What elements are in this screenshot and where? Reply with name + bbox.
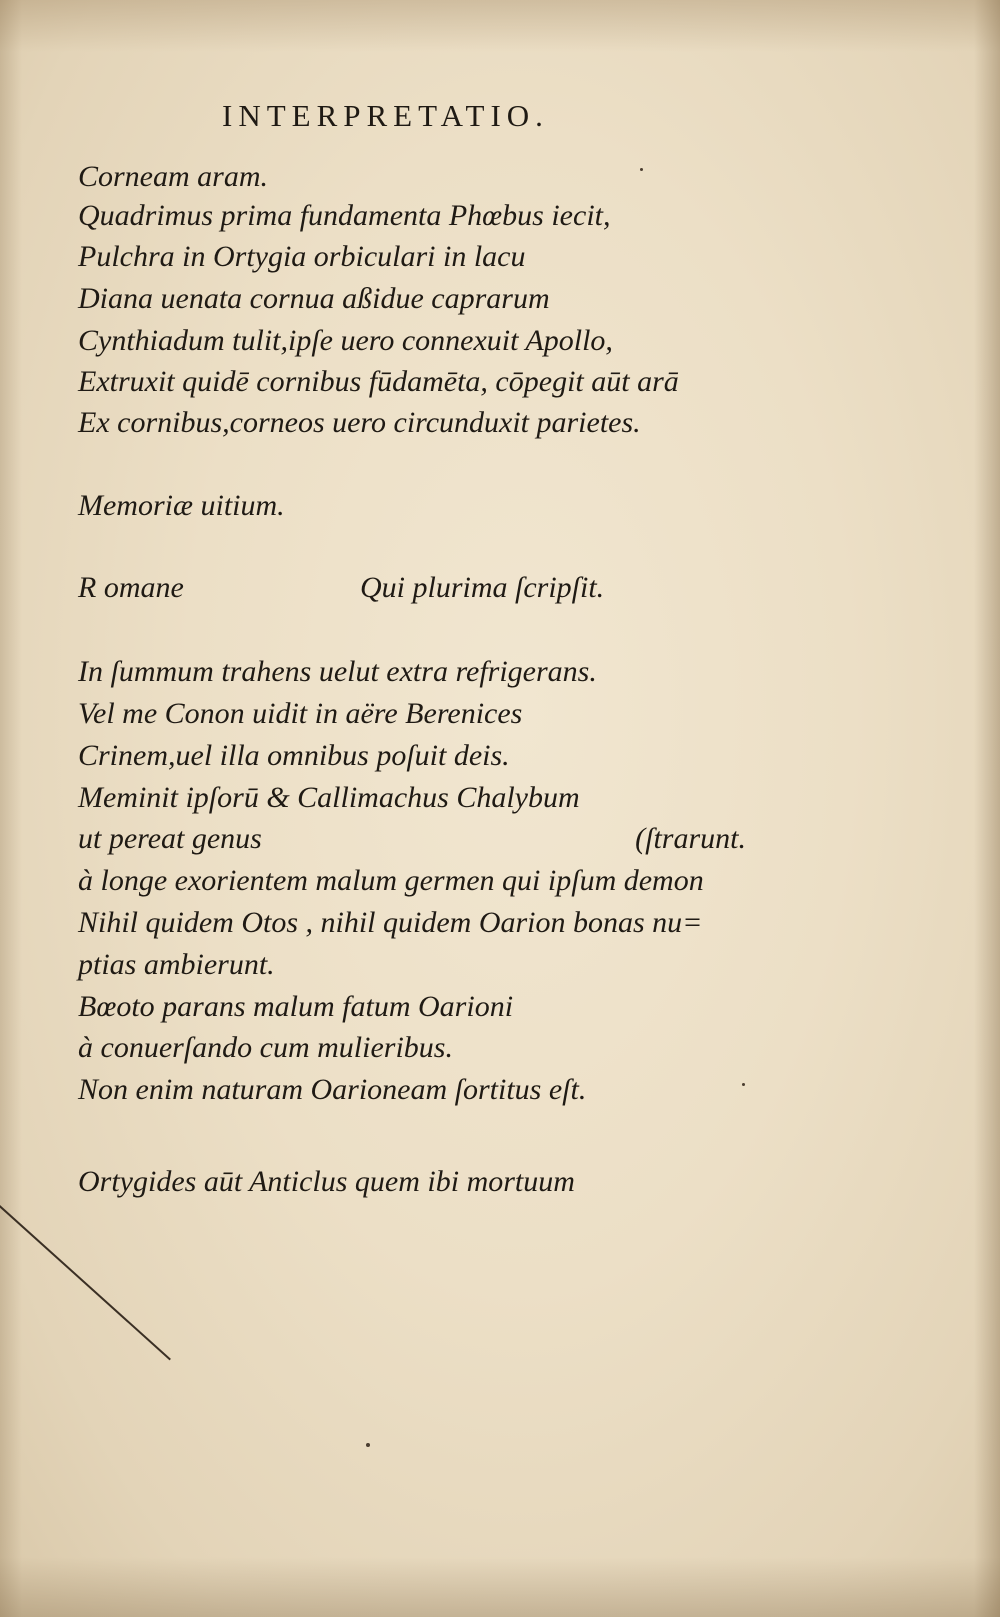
ink-speck (742, 1083, 745, 1086)
text-line: In ſummum trahens uelut extra refrigerans. (78, 655, 597, 688)
text-line: Extruxit quidē cornibus fūdamēta, cōpegit aūt arā (78, 365, 679, 398)
text-line: à conuerſando cum mulieribus. (78, 1031, 453, 1064)
page-edge-shadow-right (974, 0, 1000, 1617)
text-line: R omane (78, 571, 184, 604)
text-line: Non enim naturam Oarioneam ſortitus eſt. (78, 1073, 587, 1106)
ink-stroke-mark (0, 1205, 171, 1360)
text-line: à longe exorientem malum germen qui ipſum demon (78, 864, 704, 897)
page-edge-shadow-left (0, 0, 22, 1617)
text-line: Quadrimus prima fundamenta Phœbus iecit, (78, 199, 611, 232)
text-line: Cynthiadum tulit,ipſe uero connexuit Apollo, (78, 324, 613, 357)
text-line: Crinem,uel illa omnibus poſuit deis. (78, 739, 510, 772)
running-head: INTERPRETATIO. (222, 98, 549, 133)
text-line: Ortygides aūt Anticlus quem ibi mortuum (78, 1165, 575, 1198)
text-line: ut pereat genus (78, 822, 262, 855)
page-edge-shadow-bottom (0, 1557, 1000, 1617)
page-edge-shadow-top (0, 0, 1000, 52)
text-line: Pulchra in Ortygia orbiculari in lacu (78, 240, 526, 273)
section-heading: Memoriæ uitium. (78, 489, 285, 522)
ink-speck (366, 1443, 370, 1447)
text-line: Nihil quidem Otos , nihil quidem Oarion bonas nu= (78, 906, 703, 939)
text-line: ptias ambierunt. (78, 948, 275, 981)
text-line: Vel me Conon uidit in aëre Berenices (78, 697, 523, 730)
text-line: Corneam aram. (78, 160, 269, 193)
ink-speck (640, 168, 643, 171)
text-line: Bœoto parans malum fatum Oarioni (78, 990, 514, 1023)
text-line: Qui plurima ſcripſit. (360, 571, 605, 604)
text-line: Meminit ipſorū & Callimachus Chalybum (78, 781, 580, 814)
text-line: Diana uenata cornua aßidue caprarum (78, 282, 550, 315)
text-line: Ex cornibus,corneos uero circunduxit parietes. (78, 406, 641, 439)
text-line: (ſtrarunt. (635, 822, 746, 855)
